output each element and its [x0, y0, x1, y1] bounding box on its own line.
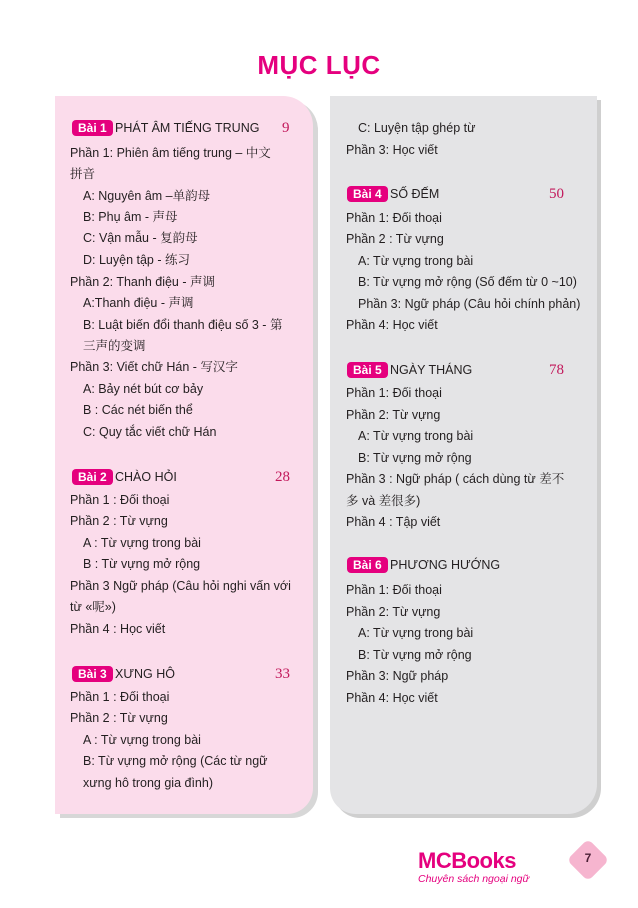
toc-entry[interactable]: C: Luyện tập ghép từ — [358, 121, 476, 135]
lesson-badge: Bài 3 — [72, 666, 113, 682]
toc-entry[interactable]: B: Từ vựng mở rộng (Các từ ngữ — [83, 754, 268, 768]
toc-entry[interactable]: A: Bảy nét bút cơ bảy — [83, 382, 204, 396]
page-title: MỤC LỤC — [257, 50, 381, 80]
toc-entry[interactable]: 拼音 — [70, 167, 96, 181]
toc-entry[interactable]: Phần 2 : Từ vựng — [70, 514, 168, 528]
toc-entry[interactable]: Phần 3: Ngữ pháp (Câu hỏi chính phản) — [358, 297, 581, 311]
lesson-title: CHÀO HỎI — [115, 470, 177, 484]
toc-entry[interactable]: B : Các nét biến thể — [83, 403, 193, 417]
toc-entry[interactable]: 多 và 差很多) — [346, 494, 421, 508]
toc-entry[interactable]: B: Từ vựng mở rộng (Số đếm từ 0 ~10) — [358, 275, 577, 289]
lesson-page-number: 78 — [549, 362, 564, 378]
toc-entry[interactable]: A: Nguyên âm –单韵母 — [83, 189, 211, 203]
toc-entry[interactable]: 三声的变调 — [83, 339, 146, 353]
lesson-page-number: 28 — [275, 469, 290, 485]
toc-entry[interactable]: A : Từ vựng trong bài — [83, 733, 201, 747]
lesson-page-number: 33 — [275, 666, 290, 682]
lesson-3-heading[interactable] — [72, 666, 294, 684]
toc-entry[interactable]: Phần 3: Ngữ pháp — [346, 669, 449, 683]
toc-entry[interactable]: A: Từ vựng trong bài — [358, 626, 474, 640]
page-number: 7 — [584, 851, 592, 865]
lesson-4-heading[interactable] — [347, 186, 569, 204]
toc-entry[interactable]: C: Vận mẫu - 复韵母 — [83, 231, 198, 245]
lesson-badge: Bài 6 — [347, 557, 388, 573]
toc-entry[interactable]: B: Luật biến đổi thanh điệu số 3 - 第 — [83, 318, 283, 332]
lesson-badge: Bài 5 — [347, 362, 388, 378]
toc-entry[interactable]: Phần 1: Phiên âm tiếng trung – 中文 — [70, 146, 271, 160]
lesson-page-number: 50 — [549, 186, 564, 202]
toc-entry[interactable]: xưng hô trong gia đình) — [83, 776, 213, 790]
lesson-badge: Bài 2 — [72, 469, 113, 485]
lesson-title: SỐ ĐẾM — [390, 187, 440, 201]
toc-entry[interactable]: Phần 2: Thanh điệu - 声调 — [70, 275, 215, 289]
toc-entry[interactable]: B: Từ vựng mở rộng — [358, 451, 472, 465]
toc-entry[interactable]: Phần 2: Từ vựng — [346, 408, 441, 422]
toc-entry[interactable]: Phần 3 : Ngữ pháp ( cách dùng từ 差不 — [346, 472, 565, 486]
toc-entry[interactable]: A:Thanh điệu - 声调 — [83, 296, 194, 310]
toc-entry[interactable]: A: Từ vựng trong bài — [358, 429, 474, 443]
toc-entry[interactable]: B: Từ vựng mở rộng — [358, 648, 472, 662]
toc-entry[interactable]: Phần 2 : Từ vựng — [346, 232, 444, 246]
logo-tagline: Chuyên sách ngoại ngữ — [418, 873, 530, 885]
lesson-1-heading[interactable] — [72, 120, 294, 138]
lesson-title: PHƯƠNG HƯỚNG — [390, 558, 501, 572]
toc-entry[interactable]: C: Quy tắc viết chữ Hán — [83, 425, 217, 439]
toc-entry[interactable]: từ «呢») — [70, 600, 116, 614]
lesson-title: PHÁT ÂM TIẾNG TRUNG — [115, 121, 260, 135]
toc-entry[interactable]: A : Từ vựng trong bài — [83, 536, 201, 550]
toc-entry[interactable]: D: Luyện tập - 练习 — [83, 253, 190, 267]
lesson-2-heading[interactable] — [72, 469, 294, 487]
toc-entry[interactable]: Phần 1: Đối thoại — [346, 386, 442, 400]
toc-entry[interactable]: Phần 1 : Đối thoại — [70, 690, 170, 704]
toc-entry[interactable]: Phần 4: Học viết — [346, 318, 438, 332]
toc-entry[interactable]: Phần 2: Từ vựng — [346, 605, 441, 619]
toc-entry[interactable]: Phần 2 : Từ vựng — [70, 711, 168, 725]
toc-entry[interactable]: Phần 1 : Đối thoại — [70, 493, 170, 507]
toc-entry[interactable]: Phần 4: Học viết — [346, 691, 438, 705]
page-number-badge — [566, 838, 610, 882]
toc-entry[interactable]: B : Từ vựng mở rộng — [83, 557, 201, 571]
toc-entry[interactable]: Phần 3: Viết chữ Hán - 写汉字 — [70, 360, 238, 374]
lesson-page-number: 9 — [282, 120, 290, 136]
lesson-badge: Bài 1 — [72, 120, 113, 136]
mcbooks-logo — [418, 848, 543, 888]
lesson-6-heading[interactable] — [347, 557, 569, 575]
toc-entry[interactable]: Phần 3 Ngữ pháp (Câu hỏi nghi vấn với — [70, 579, 291, 593]
lesson-5-heading[interactable] — [347, 362, 569, 380]
toc-entry[interactable]: A: Từ vựng trong bài — [358, 254, 474, 268]
toc-entry[interactable]: Phần 3: Học viết — [346, 143, 438, 157]
logo-wordmark: MCBooks — [418, 848, 516, 873]
toc-entry[interactable]: Phần 4 : Học viết — [70, 622, 166, 636]
toc-entry[interactable]: B: Phụ âm - 声母 — [83, 210, 178, 224]
toc-entry[interactable]: Phần 1: Đối thoại — [346, 211, 442, 225]
lesson-title: XƯNG HÔ — [115, 667, 175, 681]
toc-entry[interactable]: Phần 4 : Tập viết — [346, 515, 441, 529]
toc-entry[interactable]: Phần 1: Đối thoại — [346, 583, 442, 597]
lesson-badge: Bài 4 — [347, 186, 388, 202]
lesson-title: NGÀY THÁNG — [390, 363, 473, 377]
